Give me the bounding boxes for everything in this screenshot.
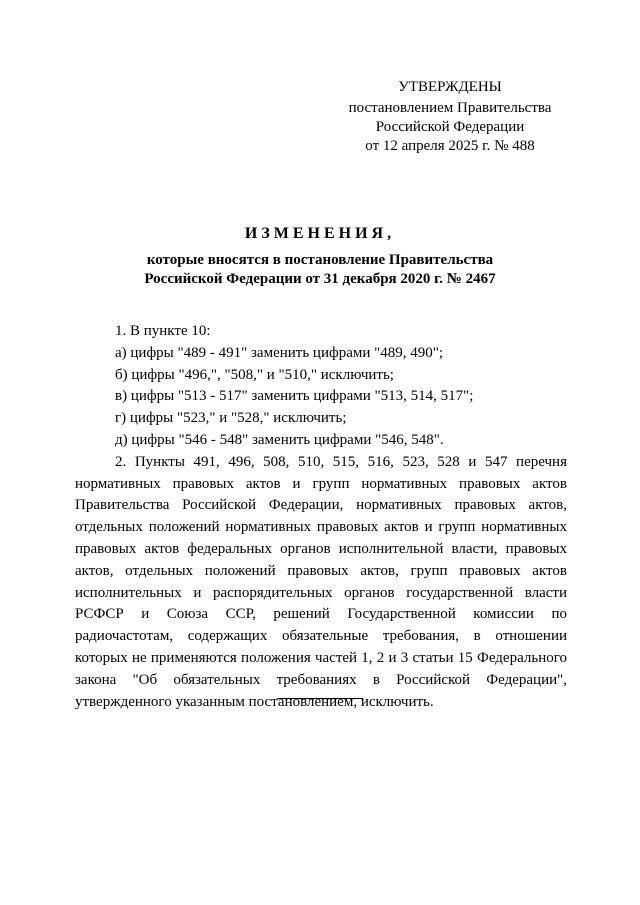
item-1-subitem-c: в) цифры "513 - 517" заменить цифрами "513, 514, 517"; [115, 388, 474, 405]
closing-rule [277, 698, 363, 699]
document-subtitle-line-2: Российской Федерации от 31 декабря 2020 г. № 2467 [144, 271, 496, 287]
heading-block [75, 225, 565, 289]
approval-line-2: Российской Федерации [375, 119, 525, 135]
item-2-paragraph: 2. Пункты 491, 496, 508, 510, 515, 516, 523, 528 и 547 перечня нормативных правовых актов и групп нормативных правовых актов Правительства Российской Федерации, нормативных правовых актов, отдельных положений нормативных правовых актов и групп нормативных правовых актов федеральных органов исполнительной власти, правовых актов, отдельных положений правовых актов, групп правовых актов исполнительных и распорядительных органов государственной власти РСФСР и Союза ССР, решений Государственной комиссии по радиочастотам, содержащих обязательные требования, в отношении которых не применяются положения частей 1, 2 и 3 статьи 15 Федерального закона "Об обязательных требованиях в Российской Федерации", утвержденного указанным постановлением, исключить. [75, 453, 567, 710]
item-1-subitem-e: д) цифры "546 - 548" заменить цифрами "546, 548". [115, 431, 444, 448]
document-title: ИЗМЕНЕНИЯ, [244, 225, 396, 242]
document-body [75, 321, 567, 713]
item-1-subitem-b: б) цифры "496,", "508," и "510," исключить; [115, 366, 394, 383]
approval-stamp: УТВЕРЖДЕНЫ [398, 79, 502, 95]
item-1-subitem-d: г) цифры "523," и "528," исключить; [115, 410, 347, 427]
approval-block [340, 78, 560, 156]
item-1-intro: 1. В пункте 10: [115, 323, 211, 339]
item-1-subitem-a: а) цифры "489 - 491" заменить цифрами "489, 490"; [115, 344, 444, 361]
document-subtitle-line-1: которые вносятся в постановление Правительства [146, 252, 494, 268]
approval-line-1: постановлением Правительства [348, 100, 552, 116]
approval-line-3: от 12 апреля 2025 г. № 488 [365, 138, 535, 154]
